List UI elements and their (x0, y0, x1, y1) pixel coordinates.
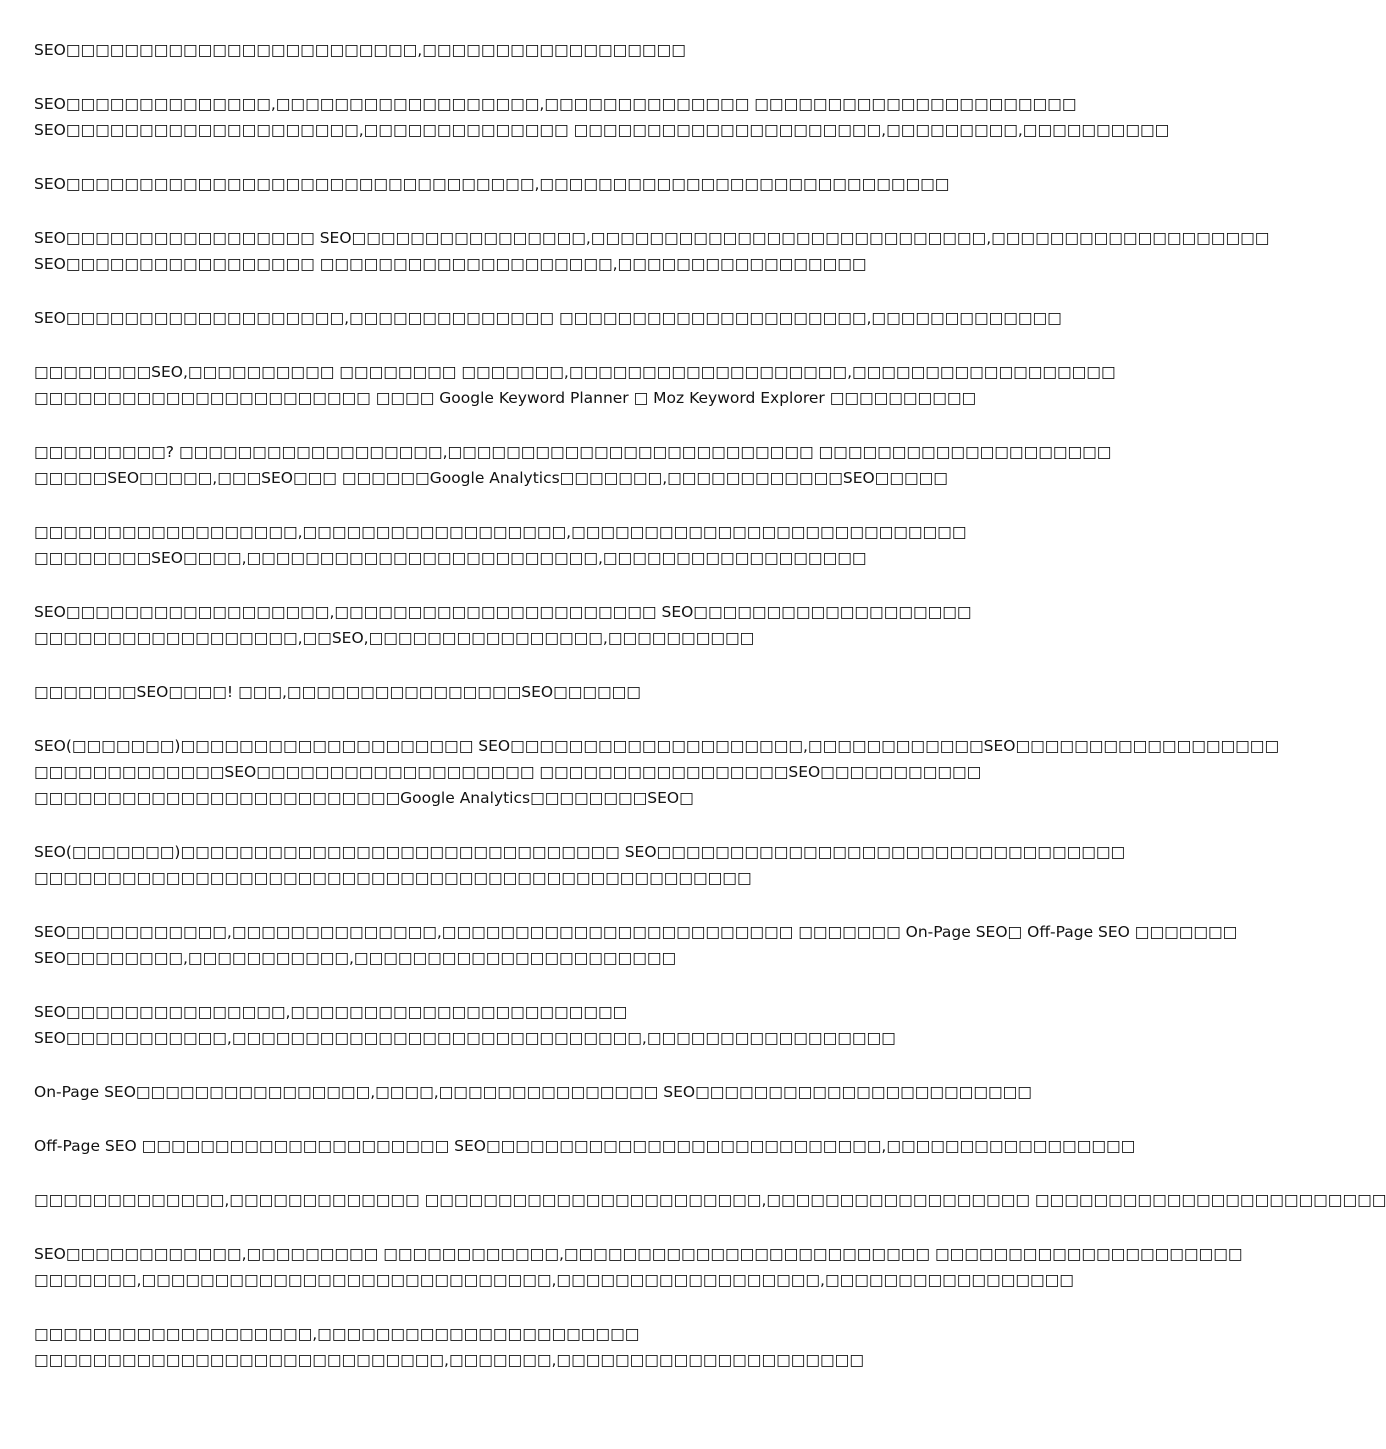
paragraph-3 (34, 171, 990, 197)
paragraph-16 (34, 1133, 1136, 1159)
text-line: □□□□□□□□□□□□□□□□□□□□□□□□□□□□□□□□□□□□□□□□□□□□□□□□□ (34, 869, 752, 887)
text-line: SEO□□□□□□□□□□□,□□□□□□□□□□□□□□□□□□□□□□□□□□□□,□□□□□□□□□□□□□□□□□ (34, 1029, 896, 1047)
paragraph-17 (34, 1187, 1386, 1213)
paragraph-1 (34, 37, 990, 63)
text-line: □□□□□□□□□□□□□SEO□□□□□□□□□□□□□□□□□□□ □□□□□□□□□□□□□□□□□SEO□□□□□□□□□□□ (34, 763, 982, 781)
paragraph-4 (34, 225, 1270, 277)
paragraph-8 (34, 519, 990, 571)
document-body (34, 37, 1386, 1373)
text-line: □□□□□□□□SEO□□□□,□□□□□□□□□□□□□□□□□□□□□□□□,□□□□□□□□□□□□□□□□□□ (34, 549, 867, 567)
text-line: SEO□□□□□□□□□□□□□□□□□□□□□□□□□□□□□□□□,□□□□□□□□□□□□□□□□□□□□□□□□□□□□ (34, 175, 950, 193)
text-line: □□□□□□□□□□□□□□□□□□,□□□□□□□□□□□□□□□□□□,□□□□□□□□□□□□□□□□□□□□□□□□□□□ (34, 523, 967, 541)
text-line: On-Page SEO□□□□□□□□□□□□□□□□,□□□□,□□□□□□□□□□□□□□□ SEO□□□□□□□□□□□□□□□□□□□□□□□ (34, 1083, 1032, 1101)
text-line: SEO□□□□□□□□□□□□□□□,□□□□□□□□□□□□□□□□□□□□□□□ (34, 1003, 628, 1021)
text-line: □□□□□□□□□□□□□□□□□□□□□□□□□□□□,□□□□□□□,□□□□□□□□□□□□□□□□□□□□□ (34, 1351, 864, 1369)
text-line: □□□□□□□,□□□□□□□□□□□□□□□□□□□□□□□□□□□□,□□□□□□□□□□□□□□□□□□,□□□□□□□□□□□□□□□□□ (34, 1271, 1074, 1289)
text-line: □□□□□□□□□□□□□□□□□□,□□SEO,□□□□□□□□□□□□□□□□,□□□□□□□□□□ (34, 629, 755, 647)
text-line: SEO□□□□□□□□,□□□□□□□□□□□,□□□□□□□□□□□□□□□□□□□□□□ (34, 949, 677, 967)
text-line: SEO(□□□□□□□)□□□□□□□□□□□□□□□□□□□□ SEO□□□□□□□□□□□□□□□□□□□□,□□□□□□□□□□□□SEO□□□□□□□□□□□□□□□□□□ (34, 737, 1280, 755)
text-line: SEO□□□□□□□□□□□□□□□□□ SEO□□□□□□□□□□□□□□□□,□□□□□□□□□□□□□□□□□□□□□□□□□□□,□□□□□□□□□□□□□□□□□□□ (34, 229, 1270, 247)
paragraph-15 (34, 1079, 1032, 1105)
text-line: □□□□□□□□SEO,□□□□□□□□□□ □□□□□□□□ □□□□□□□,□□□□□□□□□□□□□□□□□□□,□□□□□□□□□□□□□□□□□□ (34, 363, 1116, 381)
text-line: □□□□□□□□□□□□□,□□□□□□□□□□□□□ □□□□□□□□□□□□□□□□□□□□□□□,□□□□□□□□□□□□□□□□□□ □□□□□□□□□□□□□□□□□□□□□□□□ (34, 1191, 1386, 1209)
text-line: SEO□□□□□□□□□□□□,□□□□□□□□□ □□□□□□□□□□□□,□□□□□□□□□□□□□□□□□□□□□□□□□ □□□□□□□□□□□□□□□□□□□□□ (34, 1245, 1243, 1263)
text-line: □□□□□□□□□□□□□□□□□□□□□□□□□Google Analytics□□□□□□□□SEO□ (34, 789, 694, 807)
text-line: □□□□□□□□□? □□□□□□□□□□□□□□□□□□,□□□□□□□□□□□□□□□□□□□□□□□□□ □□□□□□□□□□□□□□□□□□□□ (34, 443, 1112, 461)
paragraph-10 (34, 679, 990, 705)
paragraph-7 (34, 439, 1112, 491)
text-line: SEO□□□□□□□□□□□□□□□□□□□□□□□□,□□□□□□□□□□□□□□□□□□ (34, 41, 686, 59)
text-line: SEO□□□□□□□□□□□□□□,□□□□□□□□□□□□□□□□□□,□□□□□□□□□□□□□□ □□□□□□□□□□□□□□□□□□□□□□ (34, 95, 1077, 113)
text-line: SEO□□□□□□□□□□□□□□□□□□□,□□□□□□□□□□□□□□ □□□□□□□□□□□□□□□□□□□□□,□□□□□□□□□□□□□ (34, 309, 1062, 327)
text-line: SEO□□□□□□□□□□□□□□□□□□,□□□□□□□□□□□□□□□□□□□□□□ SEO□□□□□□□□□□□□□□□□□□□ (34, 603, 972, 621)
paragraph-9 (34, 599, 990, 651)
paragraph-6 (34, 359, 1116, 411)
text-line: □□□□□SEO□□□□□,□□□SEO□□□ □□□□□□Google Analytics□□□□□□□,□□□□□□□□□□□□SEO□□□□□ (34, 469, 948, 487)
text-line: Off-Page SEO □□□□□□□□□□□□□□□□□□□□□ SEO□□□□□□□□□□□□□□□□□□□□□□□□□□□,□□□□□□□□□□□□□□□□□ (34, 1137, 1136, 1155)
paragraph-19 (34, 1321, 990, 1373)
paragraph-5 (34, 305, 1062, 331)
text-line: SEO(□□□□□□□)□□□□□□□□□□□□□□□□□□□□□□□□□□□□□□ SEO□□□□□□□□□□□□□□□□□□□□□□□□□□□□□□□□ (34, 843, 1126, 861)
paragraph-14 (34, 999, 990, 1051)
text-line: SEO□□□□□□□□□□□,□□□□□□□□□□□□□□,□□□□□□□□□□□□□□□□□□□□□□□□ □□□□□□□ On-Page SEO□ Off-Page SEO □□□□□□□ (34, 923, 1238, 941)
paragraph-12 (34, 839, 1126, 891)
text-line: □□□□□□□□□□□□□□□□□□□,□□□□□□□□□□□□□□□□□□□□□□ (34, 1325, 640, 1343)
paragraph-18 (34, 1241, 1243, 1293)
text-line: □□□□□□□□□□□□□□□□□□□□□□□ □□□□ Google Keyword Planner □ Moz Keyword Explorer □□□□□□□□□□ (34, 389, 977, 407)
paragraph-11 (34, 733, 1280, 811)
text-line: □□□□□□□SEO□□□□! □□□,□□□□□□□□□□□□□□□□SEO□□□□□□ (34, 683, 641, 701)
text-line: SEO□□□□□□□□□□□□□□□□□ □□□□□□□□□□□□□□□□□□□□,□□□□□□□□□□□□□□□□□ (34, 255, 867, 273)
text-line: SEO□□□□□□□□□□□□□□□□□□□□,□□□□□□□□□□□□□□ □□□□□□□□□□□□□□□□□□□□□,□□□□□□□□□,□□□□□□□□□□ (34, 121, 1170, 139)
paragraph-13 (34, 919, 1238, 971)
paragraph-2 (34, 91, 1170, 143)
